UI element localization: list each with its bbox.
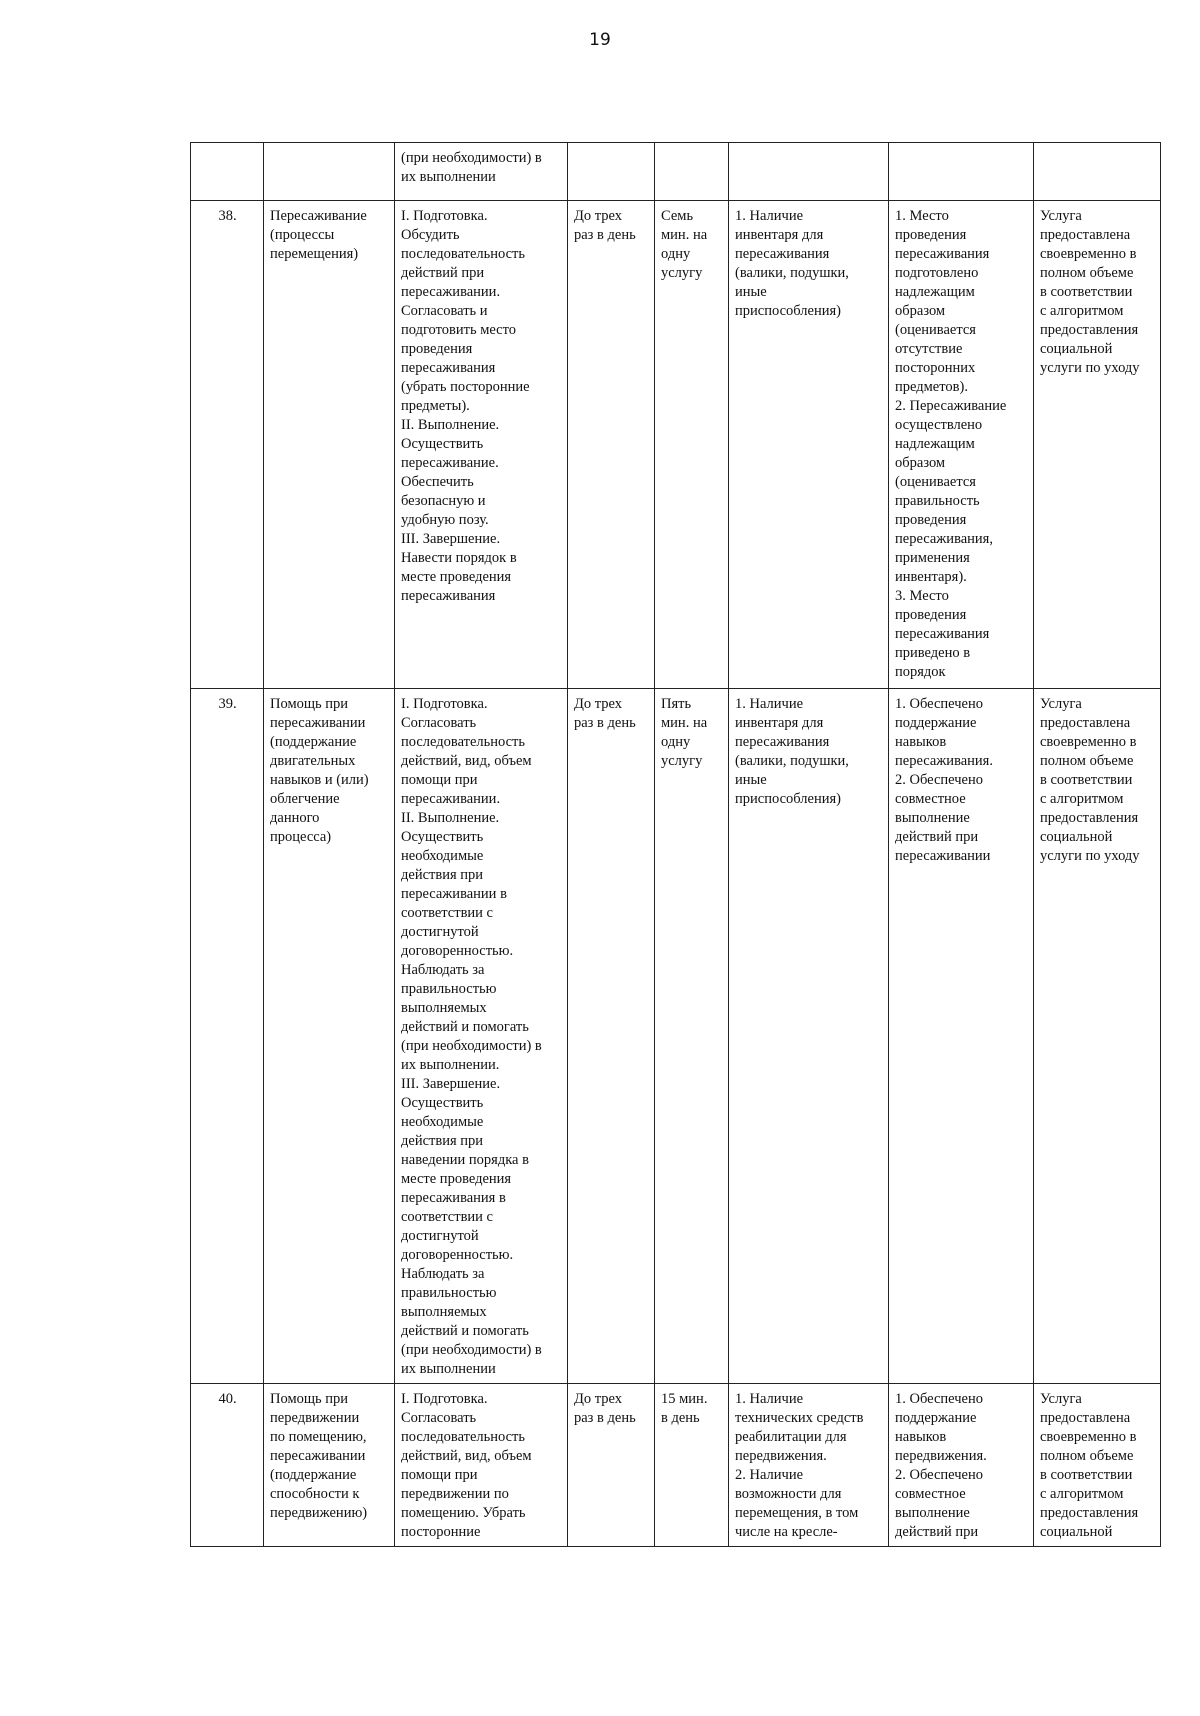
cell-line: необходимые [401, 848, 484, 864]
cell-line: передвижении [270, 1410, 360, 1426]
cell-line: полном объеме [1040, 265, 1134, 281]
cell-line: приспособления) [735, 303, 841, 319]
cell-line: пересаживание. [401, 455, 499, 471]
cell-line: приведено в [895, 645, 971, 661]
cell-line: Помощь при [270, 696, 349, 712]
duration-cell [655, 201, 729, 689]
cell-line: Услуга [1040, 208, 1082, 224]
cell-line: проведения [401, 341, 473, 357]
cell-line: применения [895, 550, 970, 566]
cell-line: проведения [895, 512, 967, 528]
cell-line: технических средств [735, 1410, 864, 1426]
cell-line: предметы). [401, 398, 470, 414]
equipment-cell [729, 689, 889, 1384]
cell-line: предоставлена [1040, 227, 1131, 243]
cell-line: возможности для [735, 1486, 842, 1502]
cell-line: пересаживания [401, 588, 496, 604]
cell-line: 3. Место [895, 588, 949, 604]
cell-line: III. Завершение. [401, 531, 501, 547]
cell-line: Услуга [1040, 1391, 1082, 1407]
cell-line: числе на кресле- [735, 1524, 838, 1540]
cell-line: договоренностью. [401, 943, 514, 959]
service-name-cell [264, 1384, 395, 1547]
cell-line: надлежащим [895, 284, 975, 300]
cell-line: правильность [895, 493, 980, 509]
quality-cell [889, 201, 1034, 689]
cell-line: Семь [661, 208, 694, 224]
cell-line: 2. Обеспечено [895, 772, 983, 788]
row-number-cell: 40. [191, 1384, 264, 1547]
service-name-cell [264, 201, 395, 689]
result-cell [1034, 201, 1161, 689]
cell-line: удобную позу. [401, 512, 489, 528]
cell-line: пересаживании [270, 1448, 366, 1464]
cell-line: действий при [895, 829, 979, 845]
cell-line: достигнутой [401, 924, 479, 940]
frequency-cell [568, 689, 655, 1384]
cell-line: Наблюдать за [401, 1266, 485, 1282]
cell-line: (убрать посторонние [401, 379, 530, 395]
cell-line: совместное [895, 791, 966, 807]
duration-cell [655, 143, 729, 201]
cell-line: полном объеме [1040, 753, 1134, 769]
frequency-cell [568, 143, 655, 201]
cell-line: своевременно в [1040, 734, 1137, 750]
cell-line: реабилитации для [735, 1429, 847, 1445]
cell-line: I. Подготовка. [401, 696, 488, 712]
cell-line: посторонние [401, 1524, 481, 1540]
cell-line: 2. Наличие [735, 1467, 804, 1483]
quality-cell [889, 689, 1034, 1384]
cell-line: предоставлена [1040, 1410, 1131, 1426]
cell-line: наведении порядка в [401, 1152, 529, 1168]
cell-line: иные [735, 284, 767, 300]
cell-line: двигательных [270, 753, 356, 769]
cell-line: (оценивается [895, 322, 976, 338]
cell-line: (при необходимости) в [401, 1342, 542, 1358]
cell-line: пересаживания [735, 246, 830, 262]
cell-line: раз в день [574, 227, 636, 243]
cell-line: поддержание [895, 1410, 977, 1426]
cell-line: осуществлено [895, 417, 983, 433]
cell-line: необходимые [401, 1114, 484, 1130]
cell-line: инвентаря). [895, 569, 967, 585]
cell-line: действий, вид, объем [401, 753, 532, 769]
cell-line: раз в день [574, 715, 636, 731]
cell-line: (поддержание [270, 1467, 357, 1483]
cell-line: способности к [270, 1486, 360, 1502]
cell-line: раз в день [574, 1410, 636, 1426]
cell-line: 2. Пересаживание [895, 398, 1007, 414]
cell-line: проведения [895, 607, 967, 623]
cell-line: действий при [401, 265, 485, 281]
row-number-cell: 38. [191, 201, 264, 689]
cell-line: (валики, подушки, [735, 753, 849, 769]
cell-line: одну [661, 246, 691, 262]
cell-line: иные [735, 772, 767, 788]
cell-line: действия при [401, 867, 484, 883]
cell-line: месте проведения [401, 1171, 512, 1187]
cell-line: Обеспечить [401, 474, 474, 490]
cell-line: их выполнении. [401, 1057, 500, 1073]
procedure-cell [395, 201, 568, 689]
cell-line: социальной [1040, 1524, 1113, 1540]
cell-line: предметов). [895, 379, 968, 395]
cell-line: помощи при [401, 1467, 478, 1483]
cell-line: облегчение [270, 791, 340, 807]
quality-cell [889, 143, 1034, 201]
cell-line: с алгоритмом [1040, 303, 1124, 319]
cell-line: предоставления [1040, 810, 1139, 826]
cell-line: последовательность [401, 246, 526, 262]
result-cell [1034, 143, 1161, 201]
cell-line: (при необходимости) в [401, 1038, 542, 1054]
cell-line: отсутствие [895, 341, 963, 357]
table-row [191, 1384, 1161, 1547]
page-number: 19 [589, 30, 611, 50]
cell-line: передвижения. [735, 1448, 827, 1464]
cell-line: До трех [574, 208, 623, 224]
procedure-cell [395, 689, 568, 1384]
equipment-cell [729, 201, 889, 689]
cell-line: помещению. Убрать [401, 1505, 526, 1521]
cell-line: поддержание [895, 715, 977, 731]
duration-cell [655, 689, 729, 1384]
cell-line: II. Выполнение. [401, 810, 500, 826]
cell-line: Осуществить [401, 829, 484, 845]
cell-line: I. Подготовка. [401, 208, 488, 224]
cell-line: пересаживании. [401, 791, 501, 807]
cell-line: полном объеме [1040, 1448, 1134, 1464]
cell-line: договоренностью. [401, 1247, 514, 1263]
cell-line: пересаживания. [895, 753, 993, 769]
cell-line: перемещения) [270, 246, 359, 262]
cell-line: мин. на [661, 715, 708, 731]
service-name-cell [264, 143, 395, 201]
cell-line: инвентаря для [735, 715, 824, 731]
cell-line: социальной [1040, 341, 1113, 357]
cell-line: Согласовать и [401, 303, 488, 319]
cell-line: пересаживании в [401, 886, 507, 902]
cell-line: инвентаря для [735, 227, 824, 243]
cell-line: надлежащим [895, 436, 975, 452]
frequency-cell [568, 201, 655, 689]
cell-line: услуги по уходу [1040, 848, 1140, 864]
cell-line: выполнение [895, 1505, 970, 1521]
cell-line: с алгоритмом [1040, 1486, 1124, 1502]
cell-line: Пересаживание [270, 208, 367, 224]
cell-line: образом [895, 303, 946, 319]
cell-line: пересаживании. [401, 284, 501, 300]
cell-line: данного [270, 810, 320, 826]
service-name-cell [264, 689, 395, 1384]
cell-line: одну [661, 734, 691, 750]
cell-line: достигнутой [401, 1228, 479, 1244]
cell-line: выполняемых [401, 1000, 487, 1016]
table-row [191, 201, 1161, 689]
cell-line: в день [661, 1410, 700, 1426]
cell-line: действий и помогать [401, 1323, 529, 1339]
cell-line: Услуга [1040, 696, 1082, 712]
cell-line: предоставления [1040, 1505, 1139, 1521]
cell-line: процесса) [270, 829, 332, 845]
cell-line: пересаживания, [895, 531, 993, 547]
cell-line: правильностью [401, 1285, 497, 1301]
cell-line: подготовить место [401, 322, 516, 338]
cell-line: правильностью [401, 981, 497, 997]
cell-line: услугу [661, 753, 703, 769]
cell-line: передвижению) [270, 1505, 368, 1521]
cell-line: пересаживания [895, 626, 990, 642]
cell-line: своевременно в [1040, 246, 1137, 262]
cell-line: Обсудить [401, 227, 460, 243]
cell-line: в соответствии [1040, 772, 1133, 788]
quality-cell [889, 1384, 1034, 1547]
cell-line: 1. Обеспечено [895, 696, 983, 712]
cell-line: пересаживании [270, 715, 366, 731]
cell-line: (процессы [270, 227, 335, 243]
cell-line: последовательность [401, 1429, 526, 1445]
cell-line: соответствии с [401, 1209, 493, 1225]
cell-line: услуги по уходу [1040, 360, 1140, 376]
duration-cell [655, 1384, 729, 1547]
cell-line: по помещению, [270, 1429, 367, 1445]
cell-line: совместное [895, 1486, 966, 1502]
cell-line: Наблюдать за [401, 962, 485, 978]
cell-line: своевременно в [1040, 1429, 1137, 1445]
procedure-cell [395, 143, 568, 201]
cell-line: 15 мин. [661, 1391, 708, 1407]
cell-line: последовательность [401, 734, 526, 750]
cell-line: пересаживания [895, 246, 990, 262]
cell-line: 1. Наличие [735, 208, 804, 224]
cell-line: пересаживания в [401, 1190, 506, 1206]
cell-line: Согласовать [401, 715, 477, 731]
result-cell [1034, 1384, 1161, 1547]
cell-line: услугу [661, 265, 703, 281]
cell-line: приспособления) [735, 791, 841, 807]
cell-line: До трех [574, 696, 623, 712]
cell-line: мин. на [661, 227, 708, 243]
cell-line: пересаживания [735, 734, 830, 750]
procedure-cell [395, 1384, 568, 1547]
result-cell [1034, 689, 1161, 1384]
row-number-cell [191, 143, 264, 201]
cell-line: (при необходимости) в [401, 150, 542, 166]
cell-line: навыков [895, 1429, 947, 1445]
cell-line: 2. Обеспечено [895, 1467, 983, 1483]
cell-line: 1. Место [895, 208, 949, 224]
cell-line: 1. Наличие [735, 696, 804, 712]
cell-line: выполнение [895, 810, 970, 826]
cell-line: передвижения. [895, 1448, 987, 1464]
cell-line: с алгоритмом [1040, 791, 1124, 807]
cell-line: безопасную и [401, 493, 486, 509]
table-row [191, 689, 1161, 1384]
equipment-cell [729, 143, 889, 201]
cell-line: их выполнении [401, 1361, 496, 1377]
cell-line: II. Выполнение. [401, 417, 500, 433]
cell-line: пересаживании [895, 848, 991, 864]
cell-line: 1. Обеспечено [895, 1391, 983, 1407]
cell-line: (поддержание [270, 734, 357, 750]
cell-line: соответствии с [401, 905, 493, 921]
continuation-row [191, 143, 1161, 201]
cell-line: действий и помогать [401, 1019, 529, 1035]
cell-line: помощи при [401, 772, 478, 788]
cell-line: месте проведения [401, 569, 512, 585]
cell-line: (оценивается [895, 474, 976, 490]
cell-line: перемещения, в том [735, 1505, 859, 1521]
cell-line: пересаживания [401, 360, 496, 376]
cell-line: До трех [574, 1391, 623, 1407]
cell-line: III. Завершение. [401, 1076, 501, 1092]
cell-line: I. Подготовка. [401, 1391, 488, 1407]
cell-line: действия при [401, 1133, 484, 1149]
cell-line: социальной [1040, 829, 1113, 845]
cell-line: образом [895, 455, 946, 471]
cell-line: посторонних [895, 360, 976, 376]
cell-line: Пять [661, 696, 692, 712]
cell-line: Осуществить [401, 1095, 484, 1111]
cell-line: предоставлена [1040, 715, 1131, 731]
cell-line: в соответствии [1040, 284, 1133, 300]
cell-line: Помощь при [270, 1391, 349, 1407]
cell-line: передвижении по [401, 1486, 509, 1502]
cell-line: проведения [895, 227, 967, 243]
cell-line: подготовлено [895, 265, 979, 281]
cell-line: Навести порядок в [401, 550, 517, 566]
cell-line: действий при [895, 1524, 979, 1540]
cell-line: их выполнении [401, 169, 496, 185]
cell-line: действий, вид, объем [401, 1448, 532, 1464]
services-table [190, 142, 1161, 1547]
cell-line: 1. Наличие [735, 1391, 804, 1407]
cell-line: Согласовать [401, 1410, 477, 1426]
cell-line: Осуществить [401, 436, 484, 452]
cell-line: в соответствии [1040, 1467, 1133, 1483]
cell-line: порядок [895, 664, 946, 680]
row-number-cell: 39. [191, 689, 264, 1384]
frequency-cell [568, 1384, 655, 1547]
cell-line: предоставления [1040, 322, 1139, 338]
cell-line: навыков и (или) [270, 772, 369, 788]
equipment-cell [729, 1384, 889, 1547]
cell-line: навыков [895, 734, 947, 750]
cell-line: (валики, подушки, [735, 265, 849, 281]
cell-line: выполняемых [401, 1304, 487, 1320]
